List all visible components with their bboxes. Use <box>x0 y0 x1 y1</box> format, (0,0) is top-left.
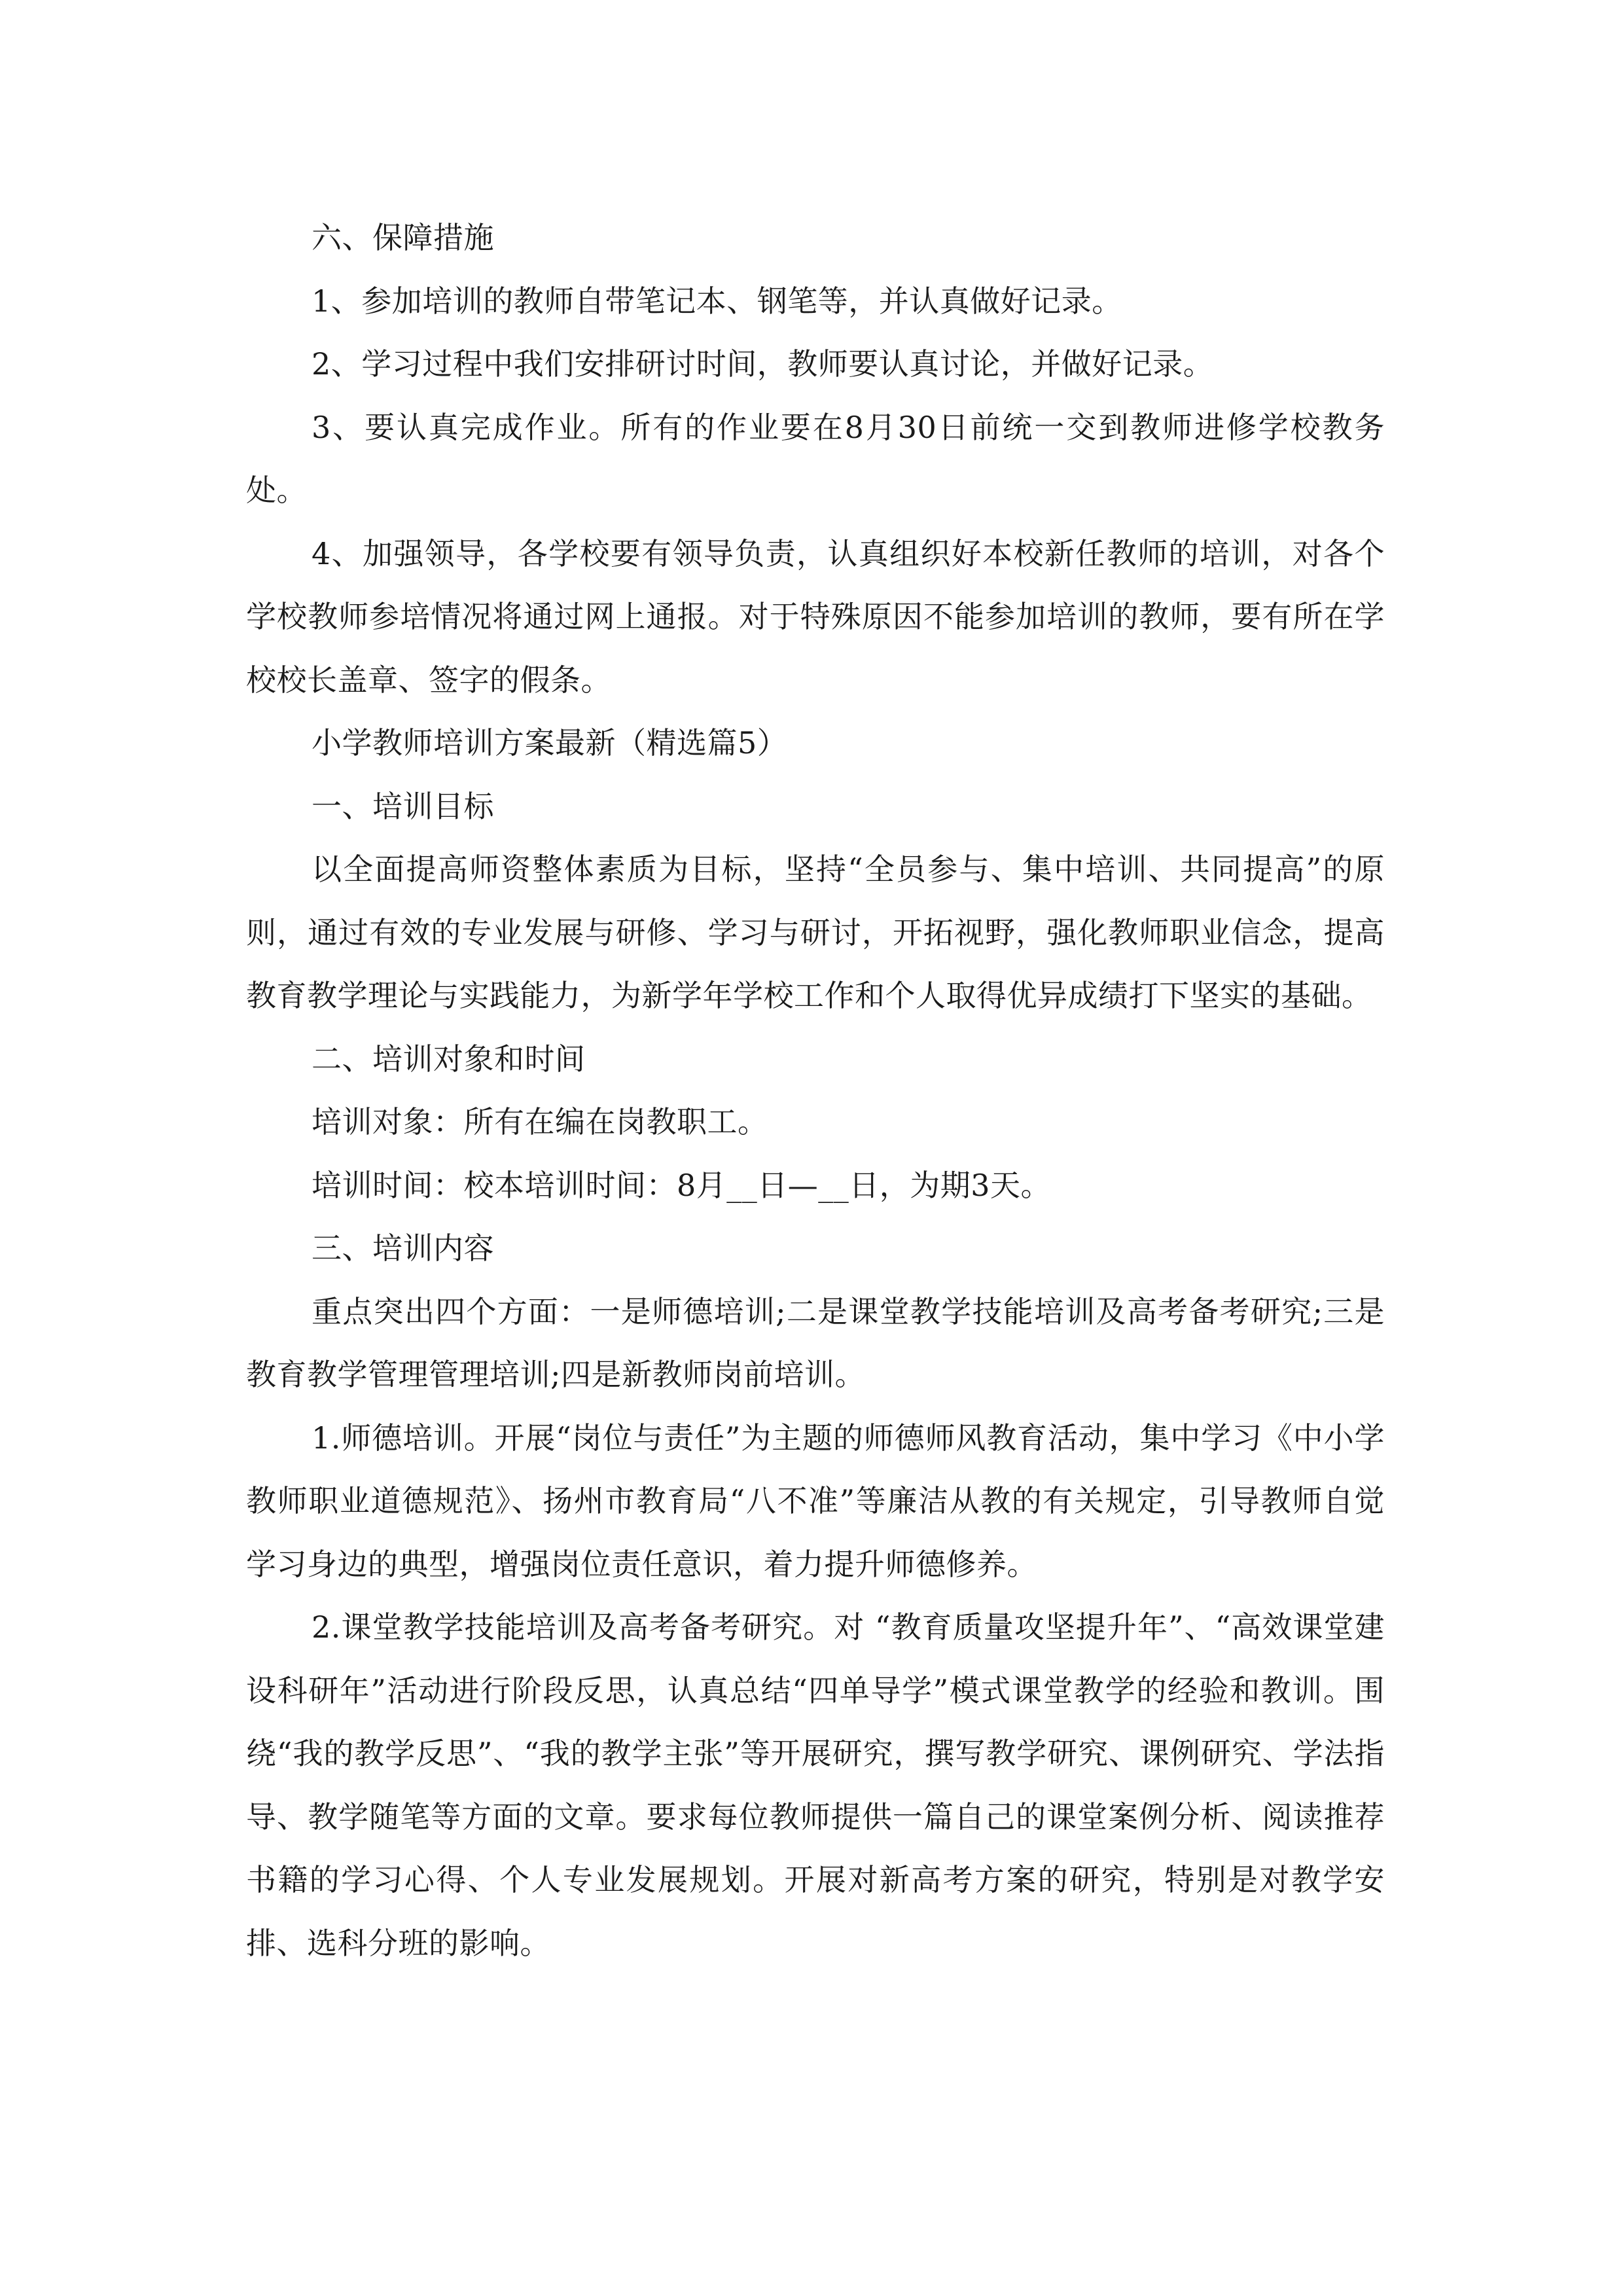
paragraph-ethics-training: 1.师德培训。开展“岗位与责任”为主题的师德师风教育活动，集中学习《中小学教师职业道德规范》、扬州市教育局“八不准”等廉洁从教的有关规定，引导教师自觉学习身边的典型，增强岗位责任意识，着力提升师德修养。 <box>246 1420 1385 1582</box>
paragraph-focus: 重点突出四个方面：一是师德培训;二是课堂教学技能培训及高考备考研究;三是教育教学管理管理培训;四是新教师岗前培训。 <box>246 1293 1385 1392</box>
document-subtitle: 小学教师培训方案最新（精选篇5） <box>312 725 788 761</box>
paragraph-goals: 以全面提高师资整体素质为目标，坚持“全员参与、集中培训、共同提高”的原则，通过有效的专业发展与研修、学习与研讨，开拓视野，强化教师职业信念，提高教育教学理论与实践能力，为新学年学校工作和个人取得优异成绩打下坚实的基础。 <box>246 852 1385 1013</box>
document-body <box>246 206 1385 1975</box>
paragraph-item-4: 4、加强领导，各学校要有领导负责，认真组织好本校新任教师的培训，对各个学校教师参培情况将通过网上通报。对于特殊原因不能参加培训的教师，要有所在学校校长盖章、签字的假条。 <box>246 535 1385 698</box>
paragraph-time: 培训时间：校本培训时间：8月__日—__日，为期3天。 <box>312 1167 1052 1203</box>
paragraph-audience: 培训对象：所有在编在岗教职工。 <box>312 1104 768 1139</box>
section-heading-audience-time: 二、培训对象和时间 <box>312 1041 586 1077</box>
section-heading-safeguards: 六、保障措施 <box>312 220 494 255</box>
paragraph-item-2: 2、学习过程中我们安排研讨时间，教师要认真讨论，并做好记录。 <box>312 346 1214 382</box>
paragraph-item-1: 1、参加培训的教师自带笔记本、钢笔等，并认真做好记录。 <box>312 283 1122 319</box>
paragraph-teaching-skills: 2.课堂教学技能培训及高考备考研究。对 “教育质量攻坚提升年”、“高效课堂建设科研年”活动进行阶段反思，认真总结“四单导学”模式课堂教学的经验和教训。围绕“我的教学反思”、“我的教学主张”等开展研究，撰写教学研究、课例研究、学法指导、教学随笔等方面的文章。要求每位教师提供一篇自己的课堂案例分析、阅读推荐书籍的学习心得、个人专业发展规划。开展对新高考方案的研究，特别是对教学安排、选科分班的影响。 <box>246 1609 1385 1961</box>
section-heading-content: 三、培训内容 <box>312 1230 494 1266</box>
section-heading-goals: 一、培训目标 <box>312 788 494 824</box>
paragraph-item-3: 3、要认真完成作业。所有的作业要在8月30日前统一交到教师进修学校教务处。 <box>246 409 1385 508</box>
